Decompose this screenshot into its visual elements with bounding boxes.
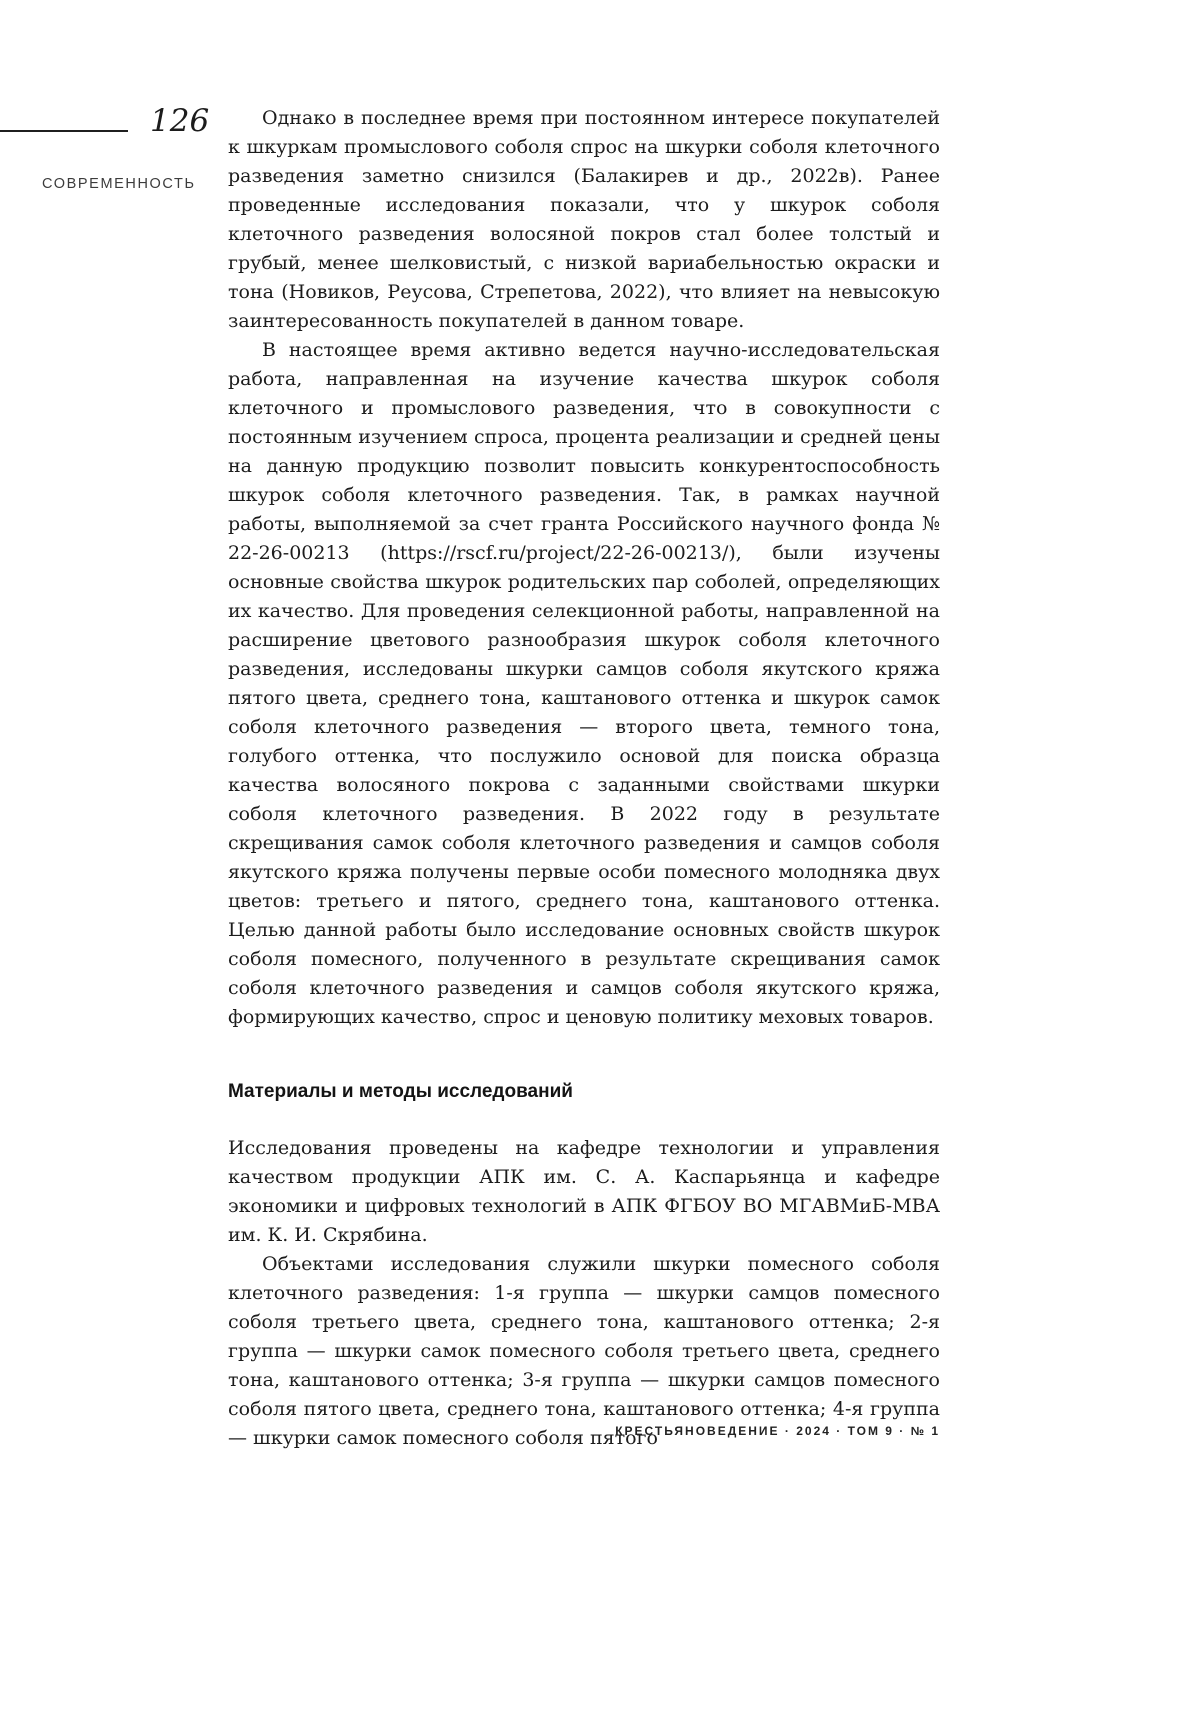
- page-number: 126: [150, 103, 210, 139]
- intro-paragraph-2: В настоящее время активно ведется научно-исследовательская работа, направленная на изучение качества шкурок соболя клеточного и промыслового разведения, что в совокупности с постоянным изучением спроса, процента реализации и средней цены на данную продукцию позволит повысить конкурентоспособность шкурок соболя клеточного разведения. Так, в рамках научной работы, выполняемой за счет гранта Российского научного фонда № 22-26-00213 (https://rscf.ru/project/22-26-00213/), были изучены основные свойства шкурок родительских пар соболей, определяющих их качество. Для проведения селекционной работы, направленной на расширение цветового разнообразия шкурок соболя клеточного разведения, исследованы шкурки самцов соболя якутского кряжа пятого цвета, среднего тона, каштанового оттенка и шкурок самок соболя клеточного разведения — второго цвета, темного тона, голубого оттенка, что послужило основой для поиска образца качества волосяного покрова с заданными свойствами шкурки соболя клеточного разведения. В 2022 году в результате скрещивания самок соболя клеточного разведения и самцов соболя якутского кряжа получены первые особи помесного молодняка двух цветов: третьего и пятого, среднего тона, каштанового оттенка. Целью данной работы было исследование основных свойств шкурок соболя помесного, полученного в результате скрещивания самок соболя клеточного разведения и самцов соболя якутского кряжа, формирующих качество, спрос и ценовую политику меховых товаров.: [228, 339, 940, 1028]
- margin-rule: [0, 130, 128, 132]
- methods-paragraph-2: Объектами исследования служили шкурки помесного соболя клеточного разведения: 1-я группа — шкурки самцов помесного соболя третьего цвета, среднего тона, каштанового оттенка; 2-я группа — шкурки самок помесного соболя третьего цвета, среднего тона, каштанового оттенка; 3-я группа — шкурки самцов помесного соболя пятого цвета, среднего тона, каштанового оттенка; 4-я группа — шкурки самок помесного соболя пятого: [228, 1253, 940, 1449]
- section-margin-label: СОВРЕМЕННОСТЬ: [42, 176, 196, 192]
- journal-running-footer: КРЕСТЬЯНОВЕДЕНИЕ · 2024 · ТОМ 9 · № 1: [615, 1424, 940, 1438]
- methods-paragraph-1: Исследования проведены на кафедре технологии и управления качеством продукции АПК им. С. А. Каспарьянца и кафедре экономики и цифровых технологий в АПК ФГБОУ ВО МГАВМиБ-МВА им. К. И. Скрябина.: [228, 1137, 940, 1246]
- section-heading-materials-methods: Материалы и методы исследований: [228, 1081, 573, 1102]
- article-body: [228, 104, 940, 1453]
- intro-paragraph-1: Однако в последнее время при постоянном интересе покупателей к шкуркам промыслового соболя спрос на шкурки соболя клеточного разведения заметно снизился (Балакирев и др., 2022в). Ранее проведенные исследования показали, что у шкурок соболя клеточного разведения волосяной покров стал более толстый и грубый, менее шелковистый, с низкой вариабельностью окраски и тона (Новиков, Реусова, Стрепетова, 2022), что влияет на невысокую заинтересованность покупателей в данном товаре.: [228, 107, 940, 332]
